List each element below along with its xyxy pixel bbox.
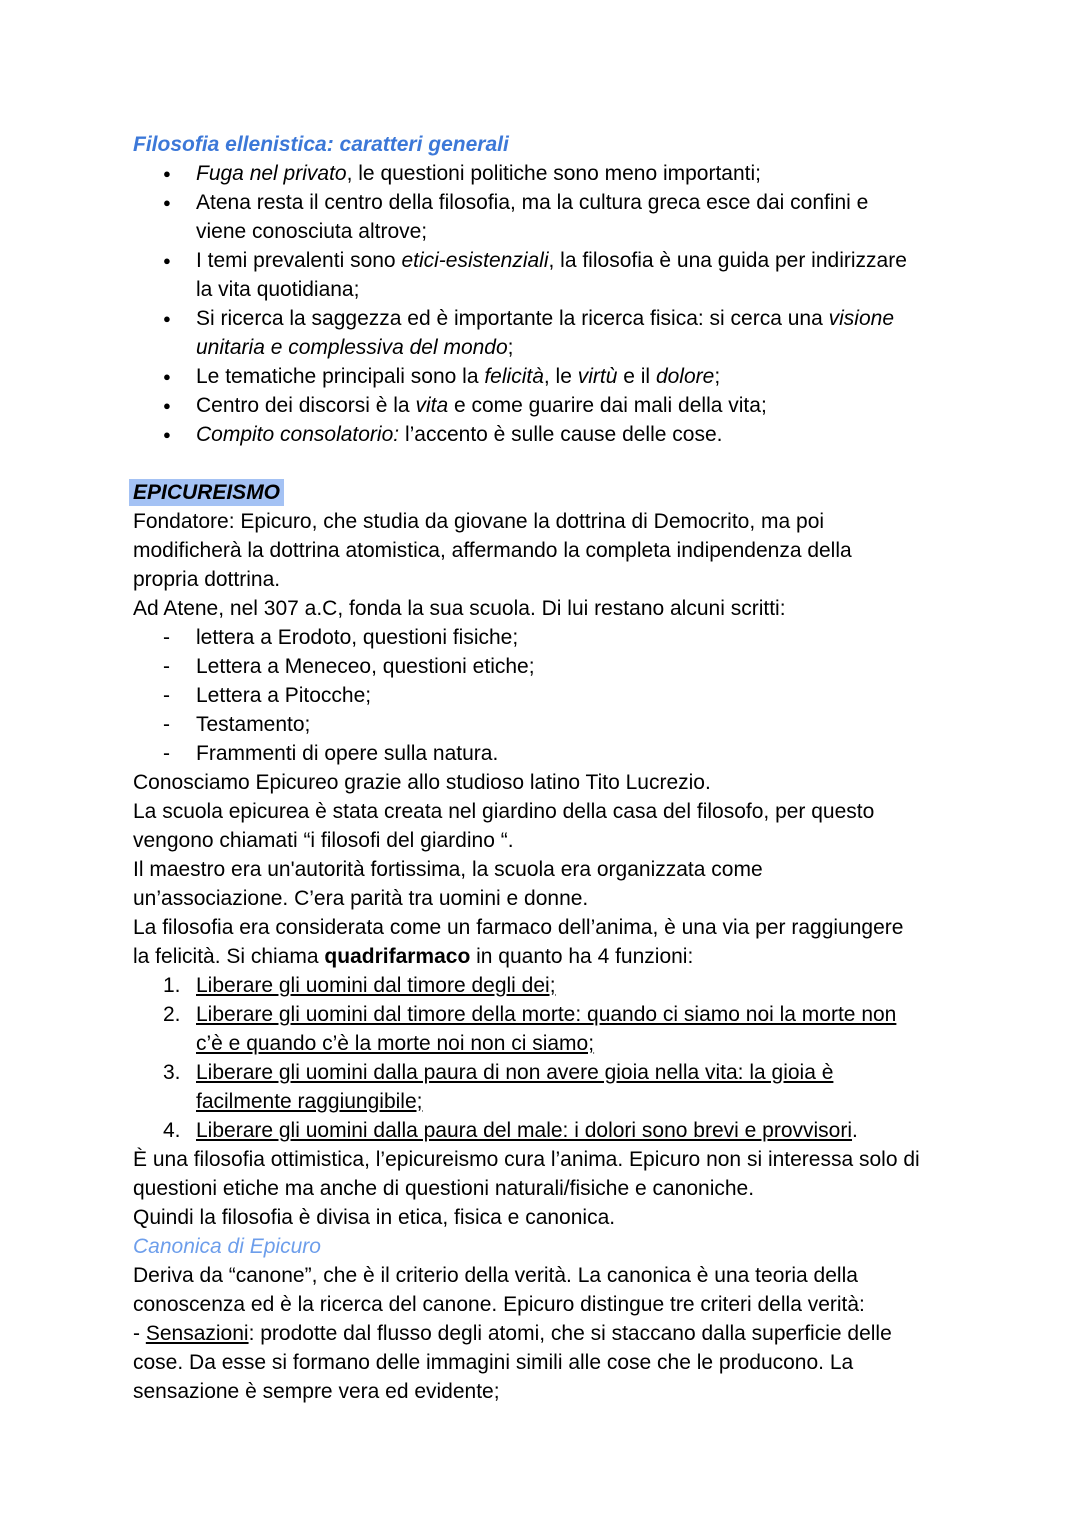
dash-marker: - (163, 742, 170, 765)
text-segment: Deriva da “canone”, che è il criterio della verità. La canonica è una teoria della (133, 1264, 858, 1287)
paragraph-scuola-epicurea (133, 797, 993, 855)
list-item-line (196, 159, 993, 188)
text-segment: Fondatore: Epicuro, che studia da giovane la dottrina di Democrito, ma poi (133, 510, 825, 533)
list-item-text (196, 623, 993, 652)
text-segment: I temi prevalenti sono (196, 249, 402, 272)
text-segment: sensazione è sempre vera ed evidente; (133, 1380, 500, 1403)
list-item-line (196, 217, 993, 246)
paragraph-line (133, 768, 993, 797)
list-item (133, 652, 993, 681)
list-item (133, 420, 993, 449)
heading-epicureismo (133, 478, 993, 507)
text-segment: Fuga nel privato (196, 162, 347, 185)
list-item-text (196, 188, 993, 246)
list-item (133, 159, 993, 188)
text-segment: modificherà la dottrina atomistica, affermando la completa indipendenza della (133, 539, 852, 562)
paragraph-line (133, 507, 993, 536)
text-segment: . (852, 1119, 858, 1142)
list-item-line (196, 246, 993, 275)
text-segment: Si ricerca la saggezza ed è importante la ricerca fisica: si cerca una (196, 307, 829, 330)
bullet-marker: ● (163, 166, 171, 181)
list-item (133, 1116, 993, 1145)
text-segment: ; (714, 365, 721, 388)
list-item (133, 971, 993, 1000)
dash-marker: - (163, 684, 170, 707)
paragraph-line (133, 1261, 993, 1290)
numbered-list-quadrifarmaco (133, 971, 993, 1145)
list-item-text (196, 710, 993, 739)
bullet-marker: ● (163, 253, 171, 268)
text-segment: questioni etiche ma anche di questioni naturali/fisiche e canoniche. (133, 1177, 755, 1200)
list-item (133, 623, 993, 652)
text-segment: Conosciamo Epicureo grazie allo studioso latino Tito Lucrezio. (133, 771, 711, 794)
list-item-text (196, 1058, 993, 1116)
paragraph-line (133, 1145, 993, 1174)
list-item (133, 362, 993, 391)
list-item-line (196, 362, 993, 391)
list-item-line (196, 1058, 993, 1087)
bullet-marker: ● (163, 369, 171, 384)
paragraph-maestro (133, 855, 993, 913)
list-item-text (196, 420, 993, 449)
text-segment: dolore (655, 365, 715, 388)
list-item (133, 304, 993, 362)
paragraph-line (133, 1203, 993, 1232)
list-item-text (196, 739, 993, 768)
text-segment: vengono chiamati “i filosofi del giardino “. (133, 829, 514, 852)
list-item (133, 710, 993, 739)
text-segment: conoscenza ed è la ricerca del canone. Epicuro distingue tre criteri della verità: (133, 1293, 865, 1316)
list-item-text (196, 391, 993, 420)
paragraph-line (133, 594, 993, 623)
list-item-line (196, 420, 993, 449)
blank-line (133, 449, 993, 478)
paragraph-line (133, 884, 993, 913)
list-item (133, 739, 993, 768)
text-segment: È una filosofia ottimistica, l’epicureismo cura l’anima. Epicuro non si interessa solo di (133, 1148, 920, 1171)
bullet-marker: ● (163, 398, 171, 413)
bullet-marker: ● (163, 195, 171, 210)
list-item (133, 1000, 993, 1058)
text-segment: l’accento è sulle cause delle cose. (399, 423, 723, 446)
text-segment: cose. Da esse si formano delle immagini simili alle cose che le producono. La (133, 1351, 854, 1374)
list-item-text (196, 1000, 993, 1058)
dash-marker: - (163, 655, 170, 678)
text-segment: , le questioni politiche sono meno importanti; (346, 162, 761, 185)
paragraph-farmaco (133, 913, 993, 971)
document-content (133, 130, 993, 1406)
text-segment: e come guarire dai mali della vita; (448, 394, 767, 417)
paragraph-line (133, 797, 993, 826)
text-segment: propria dottrina. (133, 568, 281, 591)
number-marker: 3. (163, 1061, 181, 1084)
text-segment: Centro dei discorsi è la (196, 394, 416, 417)
text-segment: etici-esistenziali (401, 249, 549, 272)
paragraph-line (133, 826, 993, 855)
text-segment: EPICUREISMO (129, 479, 284, 506)
paragraph-line (133, 565, 993, 594)
list-item-text (196, 1116, 993, 1145)
dash-marker: - (163, 626, 170, 649)
paragraph-filosofia-ottimistica (133, 1145, 993, 1203)
paragraph-sensazioni (133, 1319, 993, 1406)
paragraph-ad-atene (133, 594, 993, 623)
list-item-line (196, 1116, 993, 1145)
text-segment: c’è e quando c’è la morte noi non ci siamo; (196, 1032, 595, 1055)
list-item (133, 391, 993, 420)
list-item-line (196, 1000, 993, 1029)
text-segment: Lettera a Pitocche; (196, 684, 372, 707)
paragraph-fondatore (133, 507, 993, 594)
list-item-line (196, 275, 993, 304)
heading-canonica-di-epicuro (133, 1232, 993, 1261)
list-item-line (196, 1087, 993, 1116)
text-segment: facilmente raggiungibile; (196, 1090, 423, 1113)
list-item (133, 1058, 993, 1116)
bullet-list-caratteri (133, 159, 993, 449)
list-item-text (196, 681, 993, 710)
list-item-line (196, 710, 993, 739)
text-segment: Liberare gli uomini dal timore della morte: quando ci siamo noi la morte non (196, 1003, 897, 1026)
text-segment: la vita quotidiana; (196, 278, 360, 301)
list-item-line (196, 971, 993, 1000)
paragraph-conosciamo (133, 768, 993, 797)
bullet-marker: ● (163, 311, 171, 326)
list-item-text (196, 362, 993, 391)
text-segment: , la filosofia è una guida per indirizzare (548, 249, 907, 272)
text-segment: Liberare gli uomini dalla paura di non avere gioia nella vita: la gioia è (196, 1061, 834, 1084)
list-item-line (196, 1029, 993, 1058)
paragraph-line (133, 855, 993, 884)
text-segment: virtù (577, 365, 618, 388)
paragraph-quindi (133, 1203, 993, 1232)
text-segment: Filosofia ellenistica: caratteri generali (133, 133, 509, 156)
paragraph-deriva-canone (133, 1261, 993, 1319)
list-item-line (196, 333, 993, 362)
text-segment: Liberare gli uomini dal timore degli dei; (196, 974, 556, 997)
text-segment: Lettera a Meneceo, questioni etiche; (196, 655, 535, 678)
list-item (133, 188, 993, 246)
paragraph-line (133, 1174, 993, 1203)
list-item-line (196, 188, 993, 217)
text-segment: , le (543, 365, 578, 388)
paragraph-line (133, 942, 993, 971)
text-segment: La filosofia era considerata come un farmaco dell’anima, è una via per raggiungere (133, 916, 904, 939)
text-segment: lettera a Erodoto, questioni fisiche; (196, 626, 519, 649)
text-segment: : prodotte dal flusso degli atomi, che si staccano dalla superficie delle (248, 1322, 892, 1345)
text-segment: in quanto ha 4 funzioni: (470, 945, 694, 968)
text-segment: viene conosciuta altrove; (196, 220, 428, 243)
text-segment: Frammenti di opere sulla natura. (196, 742, 499, 765)
text-segment: visione (828, 307, 894, 330)
text-segment: Ad Atene, nel 307 a.C, fonda la sua scuola. Di lui restano alcuni scritti: (133, 597, 786, 620)
text-segment: vita (415, 394, 449, 417)
dash-list-scritti (133, 623, 993, 768)
heading-filosofia-ellenistica (133, 130, 993, 159)
text-segment: Quindi la filosofia è divisa in etica, fisica e canonica. (133, 1206, 616, 1229)
paragraph-line (133, 1348, 993, 1377)
paragraph-line (133, 1290, 993, 1319)
list-item-line (196, 652, 993, 681)
text-segment: felicità (484, 365, 544, 388)
number-marker: 1. (163, 974, 181, 997)
list-item-text (196, 159, 993, 188)
text-segment: ; (507, 336, 514, 359)
text-segment: quadrifarmaco (324, 945, 471, 968)
text-segment: la felicità. Si chiama (133, 945, 325, 968)
text-segment: Testamento; (196, 713, 311, 736)
list-item-text (196, 246, 993, 304)
text-segment: Le tematiche principali sono la (196, 365, 485, 388)
list-item-line (196, 623, 993, 652)
text-segment: Sensazioni (145, 1322, 249, 1345)
text-segment: Liberare gli uomini dalla paura del male: i dolori sono brevi e provvisori (196, 1119, 853, 1142)
text-segment: Compito consolatorio: (196, 423, 400, 446)
list-item-line (196, 304, 993, 333)
list-item-text (196, 304, 993, 362)
text-segment: unitaria e complessiva del mondo (196, 336, 508, 359)
dash-marker: - (163, 713, 170, 736)
text-segment: e il (617, 365, 656, 388)
list-item (133, 681, 993, 710)
text-segment: - (133, 1322, 146, 1345)
list-item-line (196, 681, 993, 710)
list-item-line (196, 391, 993, 420)
text-segment: Atena resta il centro della filosofia, ma la cultura greca esce dai confini e (196, 191, 869, 214)
list-item-text (196, 652, 993, 681)
text-segment: La scuola epicurea è stata creata nel giardino della casa del filosofo, per questo (133, 800, 875, 823)
paragraph-line (133, 536, 993, 565)
text-segment: Il maestro era un'autorità fortissima, la scuola era organizzata come (133, 858, 763, 881)
paragraph-line (133, 1319, 993, 1348)
paragraph-line (133, 913, 993, 942)
number-marker: 4. (163, 1119, 181, 1142)
list-item (133, 246, 993, 304)
number-marker: 2. (163, 1003, 181, 1026)
text-segment: Canonica di Epicuro (133, 1235, 321, 1258)
paragraph-line (133, 1377, 993, 1406)
bullet-marker: ● (163, 427, 171, 442)
list-item-line (196, 739, 993, 768)
list-item-text (196, 971, 993, 1000)
text-segment: un’associazione. C’era parità tra uomini e donne. (133, 887, 589, 910)
